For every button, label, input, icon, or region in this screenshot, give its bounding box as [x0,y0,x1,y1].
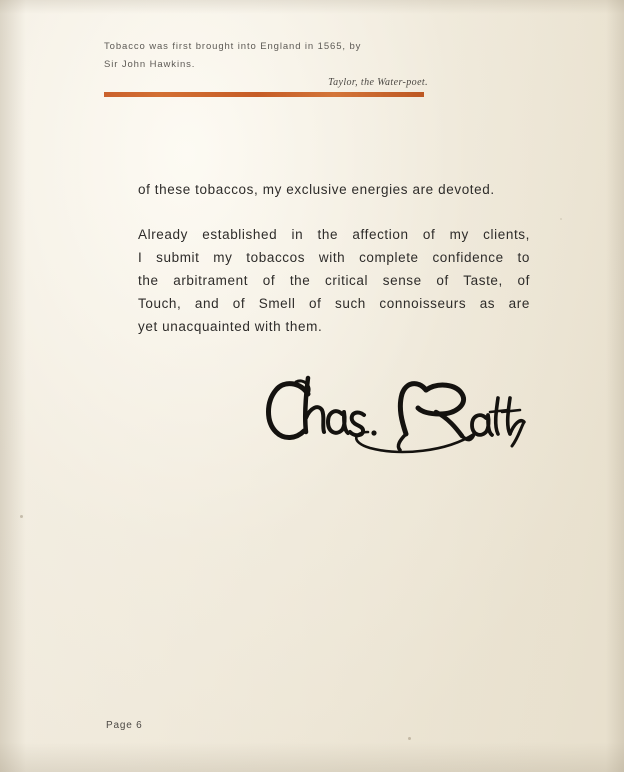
paragraph-line: Already established in the affection of my clients, [138,227,530,242]
page-top-edge-shading [0,0,624,14]
paragraph-line: of these tobaccos, my exclusive energies are devoted. [138,182,495,197]
paper-speck [560,218,562,220]
epigraph-block [104,40,434,88]
paper-speck [20,515,23,518]
orange-rule-divider [104,92,424,97]
page-number: Page 6 [106,720,143,731]
paragraph [138,223,530,338]
paragraph-line: yet unacquainted with them. [138,319,323,334]
page-right-edge-shading [606,0,624,772]
epigraph-attribution: Taylor, the Water-poet. [328,77,428,88]
paragraph-line: Touch, and of Smell of such connoisseurs as are [138,296,530,311]
handwritten-signature [250,360,530,470]
page-bottom-edge-shading [0,742,624,772]
paper-speck [408,737,411,740]
paragraph-line: I submit my tobaccos with complete confidence to [138,250,530,265]
body-text [138,178,530,360]
epigraph-line: Tobacco was first brought into England in 1565, by [104,41,362,52]
epigraph-line: Sir John Hawkins. [104,59,196,70]
paragraph [138,178,530,201]
page-left-edge-shading [0,0,26,772]
paragraph-line: the arbitrament of the critical sense of Taste, of [138,273,530,288]
